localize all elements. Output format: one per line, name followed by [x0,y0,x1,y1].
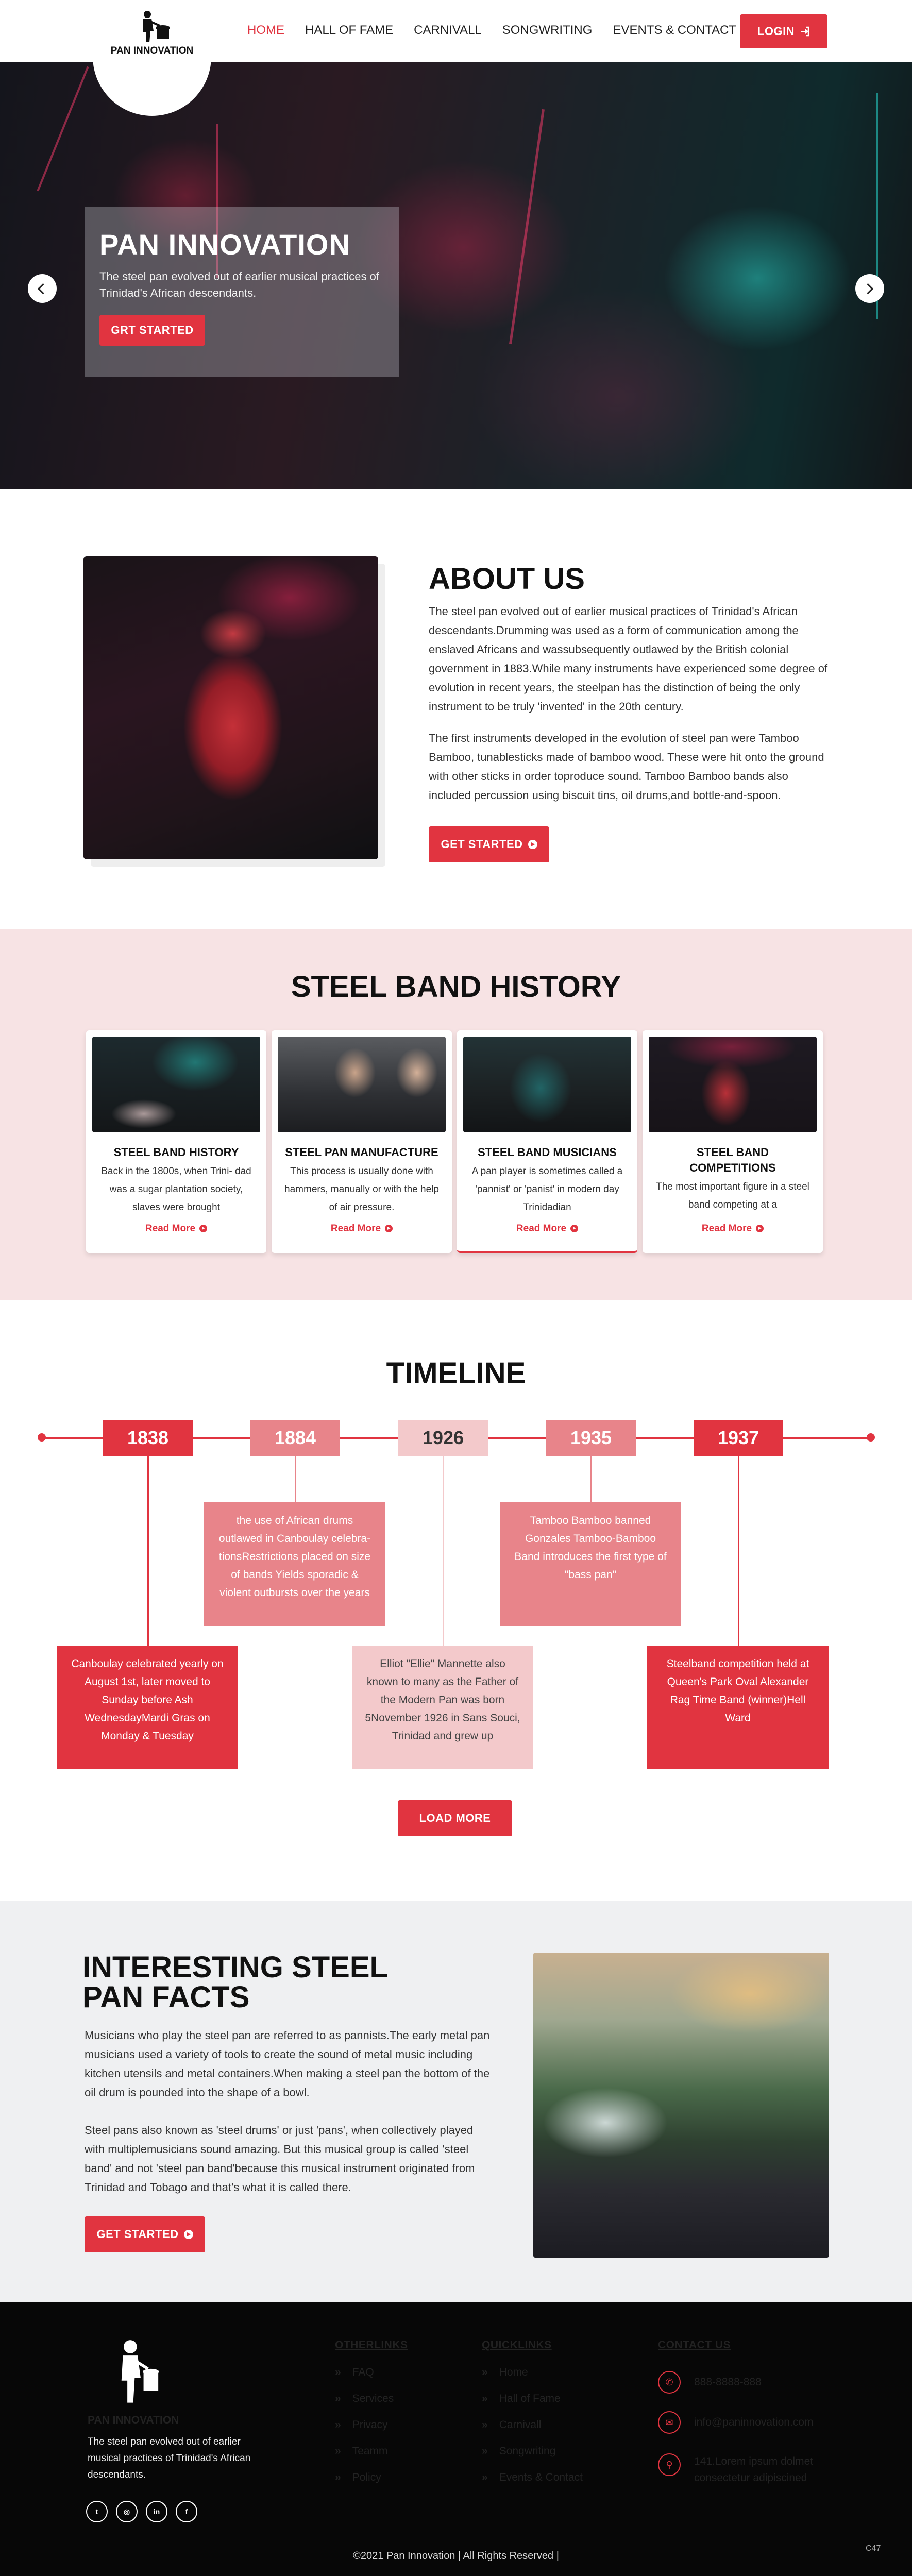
history-card[interactable] [272,1030,452,1253]
contact-email-text: info@paninnovation.com [694,2416,814,2428]
about-button-label: GET STARTED [441,838,523,851]
about-photo [83,556,378,859]
instagram-icon[interactable]: ◎ [116,2501,138,2522]
timeline-event: Tamboo Bamboo banned Gonzales Tamboo-Bamboo Band introduces the first type of "bass pan" [500,1502,681,1626]
twitter-icon[interactable]: t [86,2501,108,2522]
about-paragraph-2: The first instruments developed in the evolution of steel pan were Tamboo Bamboo, tunablesticks made of bamboo wood. These were hit onto the ground with other sticks in order toproduce sound. Tamboo Bamboo bands also included percussion using biscuit tins, oil drums,and bottle-and-spoon. [429,732,824,802]
timeline-year[interactable]: 1838 [103,1420,193,1456]
hero-subtitle: The steel pan evolved out of earlier musical practices of Trinidad's African descendants. [99,270,379,299]
arrow-circle-icon [528,840,537,849]
history-card-image [278,1037,446,1132]
read-more-label: Read More [145,1223,196,1234]
footer-brand: PAN INNOVATION [88,2414,179,2426]
footer-link-team[interactable]: » Teamm [335,2445,394,2471]
nav-songwriting[interactable]: SONGWRITING [502,23,593,37]
carousel-prev-icon[interactable] [28,274,57,303]
nav-home[interactable]: HOME [247,23,284,37]
hero-caption [85,207,399,377]
history-card-image [649,1037,817,1132]
about-paragraph-1: The steel pan evolved out of earlier musical practices of Trinidad's African descendants.Drumming was used as a form of communication among the enslaved Africans and wassubsequently outlawed by the British colonial government in 1883.While many instruments have experienced some degree of evolution in recent years, the steelpan has the distinction of being the only instrument to be truly 'invented' in the 20th century. [429,605,828,713]
contact-email[interactable] [658,2411,813,2434]
phone-icon: ✆ [658,2371,681,2394]
facts-photo [533,1953,829,2258]
read-more-label: Read More [516,1223,567,1234]
facebook-icon[interactable]: f [176,2501,197,2522]
history-card-text: A pan player is sometimes called a 'pannist' or 'panist' in modern day Trinidadian [471,1166,623,1213]
timeline-event: Canboulay celebrated yearly on August 1st, later moved to Sunday before Ash WednesdayMardi Gras on Monday & Tuesday [57,1646,238,1769]
facts-paragraph-1: Musicians who play the steel pan are referred to as pannists.The early metal pan musicians used a variety of tools to create the sound of metal music including kitchen utensils and metal containers.When making a steel pan the bottom of the oil drum is pounded into the shape of a bowl. [85,2029,490,2099]
footer-link-home[interactable]: » Home [482,2366,583,2393]
footer-link-events-contact[interactable]: » Events & Contact [482,2471,583,2498]
read-more-link[interactable] [643,1223,823,1234]
contact-address-text: 141.Lorem ipsum dolmet consectetur adipiscined [694,2455,814,2484]
load-more-button[interactable]: LOAD MORE [398,1800,512,1836]
footer-description: The steel pan evolved out of earlier musical practices of Trinidad's African descendants. [88,2436,251,2480]
main-nav [247,23,736,38]
carousel-next-icon[interactable] [855,274,884,303]
history-title: STEEL BAND HISTORY [291,970,621,1004]
about-get-started-button[interactable] [429,826,549,862]
contact-address [658,2453,849,2486]
other-links-list [335,2366,394,2498]
arrow-circle-icon [570,1225,578,1232]
contact-phone[interactable] [658,2371,762,2394]
brand-name: PAN INNOVATION [110,45,194,56]
footer-link-hall-of-fame[interactable]: » Hall of Fame [482,2393,583,2419]
timeline-connector [738,1456,739,1646]
read-more-link[interactable] [457,1223,637,1234]
timeline-event: Steelband competition held at Queen's Park Oval Alexander Rag Time Band (winner)Hell Ward [647,1646,829,1769]
facts-button-label: GET STARTED [96,2228,179,2241]
copyright: ©2021 Pan Innovation | All Rights Reserved | [353,2550,559,2562]
history-card[interactable] [457,1030,637,1253]
footer-badge: C47 [866,2544,881,2553]
read-more-link[interactable] [272,1223,452,1234]
read-more-link[interactable] [86,1223,266,1234]
map-pin-icon: ⚲ [658,2453,681,2476]
other-links-heading: OTHERLINKS [335,2339,408,2351]
history-card-text: This process is usually done with hammers, manually or with the help of air pressure. [284,1166,439,1213]
history-card[interactable] [643,1030,823,1253]
timeline-end-dot [867,1433,875,1442]
timeline-connector [590,1456,592,1503]
footer-link-privacy[interactable]: » Privacy [335,2419,394,2445]
login-label: LOGIN [757,25,795,38]
timeline-connector [147,1456,149,1646]
history-card-title: STEEL PAN MANUFACTURE [285,1146,438,1159]
history-card-image [463,1037,631,1132]
about-title: ABOUT US [429,562,585,596]
timeline-connector [443,1456,444,1646]
arrow-circle-icon [184,2230,193,2239]
history-card[interactable] [86,1030,266,1253]
timeline-event: Elliot "Ellie" Mannette also known to many as the Father of the Modern Pan was born 5November 1926 in Sans Souci, Trinidad and grew up [352,1646,533,1769]
quick-links-list [482,2366,583,2498]
sign-in-icon [800,26,810,37]
timeline-year[interactable]: 1884 [250,1420,340,1456]
timeline-year[interactable]: 1926 [398,1420,488,1456]
nav-carnivall[interactable]: CARNIVALL [414,23,482,37]
nav-hall-of-fame[interactable]: HALL OF FAME [305,23,394,37]
facts-title: INTERESTING STEEL PAN FACTS [82,1951,387,2014]
read-more-label: Read More [330,1223,381,1234]
contact-phone-text: 888-8888-888 [694,2376,762,2388]
pan-player-logo-icon [108,2339,160,2406]
history-card-title: STEEL BAND HISTORY [113,1146,239,1159]
history-card-title: STEEL BAND MUSICIANS [478,1146,617,1159]
facts-get-started-button[interactable] [85,2216,205,2252]
hero-banner [0,62,912,489]
footer-link-policy[interactable]: » Policy [335,2471,394,2498]
hero-title: PAN INNOVATION [99,228,350,261]
facts-paragraph-2: Steel pans also known as 'steel drums' or just 'pans', when collectively played with multiplemusicians sound amazing. But this musical group is called 'steel band' and not 'steel pan band'because this musical instrument originated from Trinidad and Tobago and that's what it is called there. [85,2124,475,2194]
quick-links-heading: QUICKLINKS [482,2339,552,2351]
brand-logo[interactable] [93,0,211,116]
linkedin-icon[interactable]: in [146,2501,167,2522]
arrow-circle-icon [385,1225,393,1232]
timeline-year[interactable]: 1935 [546,1420,636,1456]
envelope-icon: ✉ [658,2411,681,2434]
timeline-year[interactable]: 1937 [694,1420,783,1456]
hero-get-started-button[interactable]: GRT STARTED [99,315,205,346]
timeline-title: TIMELINE [386,1357,526,1390]
history-card-title: STEEL BAND COMPETITIONS [689,1146,776,1174]
arrow-circle-icon [756,1225,764,1232]
footer-link-carnivall[interactable]: » Carnivall [482,2419,583,2445]
history-card-text: The most important figure in a steel band competing at a [656,1181,809,1210]
history-card-text: Back in the 1800s, when Trini- dad was a sugar plantation society, slaves were brought [101,1166,251,1213]
nav-events-contact[interactable]: EVENTS & CONTACT [613,23,736,37]
timeline-event: the use of African drums outlawed in Canboulay celebra- tionsRestrictions placed on size of bands Yields sporadic & violent outbursts over the years [204,1502,385,1626]
pan-player-logo-icon [135,10,171,44]
timeline-connector [295,1456,296,1503]
footer-link-songwriting[interactable]: » Songwriting [482,2445,583,2471]
arrow-circle-icon [199,1225,207,1232]
contact-heading: CONTACT US [658,2339,731,2351]
timeline-start-dot [38,1433,46,1442]
login-button[interactable] [740,14,827,48]
history-card-image [92,1037,260,1132]
footer-link-services[interactable]: » Services [335,2393,394,2419]
footer-link-faq[interactable]: » FAQ [335,2366,394,2393]
read-more-label: Read More [701,1223,752,1234]
